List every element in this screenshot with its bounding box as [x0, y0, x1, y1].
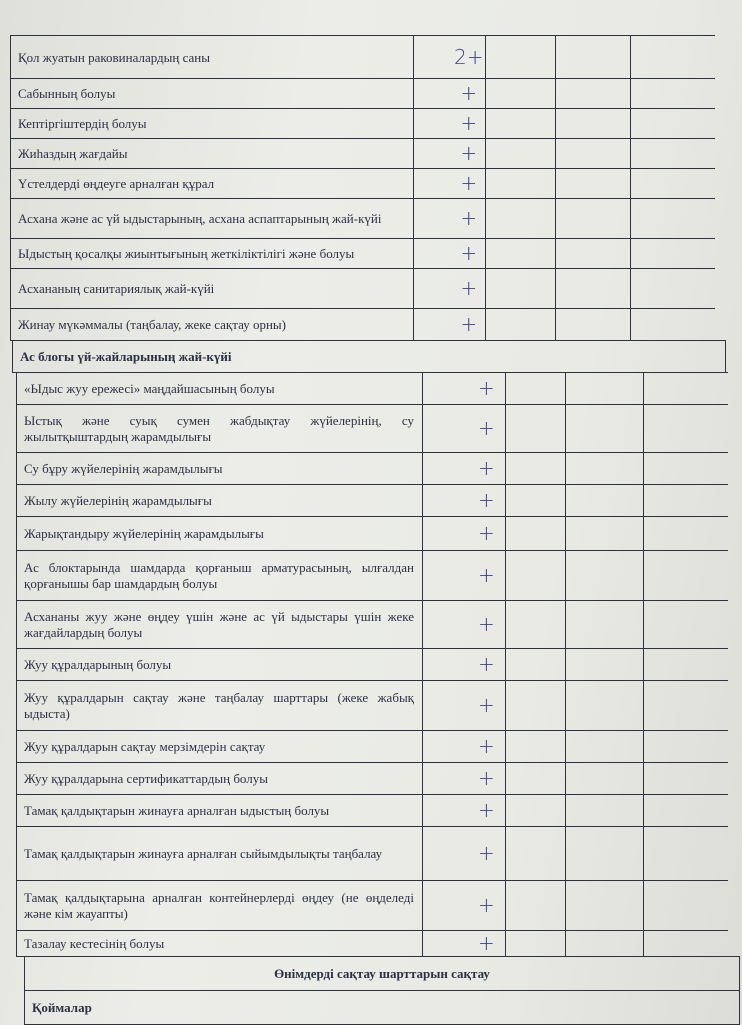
- table-rule: [10, 198, 715, 199]
- check-mark: +: [460, 312, 478, 336]
- check-cell: [630, 108, 715, 138]
- table-row: [0, 372, 742, 404]
- table-row: [0, 550, 742, 600]
- check-mark: +: [477, 693, 495, 717]
- criterion-label: Қол жуатын раковиналардың саны: [18, 49, 210, 65]
- check-cell: [485, 268, 555, 308]
- criterion-label: Жуу құралдарының болуы: [24, 657, 172, 672]
- check-cell: [565, 794, 643, 826]
- check-mark: +: [477, 652, 495, 676]
- check-cell: [505, 404, 565, 452]
- table-row: [0, 138, 742, 168]
- table-row: [0, 35, 742, 78]
- check-cell: [643, 826, 728, 880]
- check-cell: [630, 35, 715, 78]
- check-mark: +: [460, 241, 478, 265]
- criterion-label: Су бұру жүйелерінің жарамдылығы: [24, 461, 223, 476]
- section-heading: Қоймалар: [32, 1000, 92, 1015]
- table-rule: [12, 340, 726, 341]
- check-cell: [555, 268, 630, 308]
- criterion-label: Асхананың санитариялық жай-күйі: [18, 281, 215, 296]
- check-mark: +: [477, 456, 495, 480]
- table-row: [0, 930, 742, 956]
- check-cell: [565, 880, 643, 930]
- check-cell: [485, 308, 555, 340]
- criterion-label: Жарықтандыру жүйелерінің жарамдылығы: [24, 526, 264, 541]
- check-cell: [565, 550, 643, 600]
- criterion-label: Асхананы жуу және өңдеу үшін және ас үй ыдыстары үшін жеке жағдайлардың болуы: [24, 609, 414, 640]
- check-cell: [565, 452, 643, 484]
- check-cell: [485, 238, 555, 268]
- check-cell: [555, 108, 630, 138]
- table-rule: [24, 990, 740, 991]
- criterion-label: Асхана және ас үй ыдыстарының, асхана аспаптарының жай-күйі: [18, 211, 382, 226]
- criterion-label: Жинау мүкәммалы (таңбалау, жеке сақтау орны): [18, 317, 286, 332]
- table-row: [0, 198, 742, 238]
- check-cell: [565, 404, 643, 452]
- criterion-label: Тамақ қалдықтарын жинауға арналған ыдыстың болуы: [24, 803, 330, 818]
- table-rule: [10, 78, 715, 79]
- table-rule: [16, 600, 728, 601]
- check-cell: [505, 880, 565, 930]
- table-row: [0, 600, 742, 648]
- check-mark: +: [460, 141, 478, 165]
- section-heading: Өнімдерді сақтау шарттарын сақтау: [274, 966, 490, 981]
- table-rule: [10, 35, 715, 36]
- table-row: [0, 880, 742, 930]
- check-mark: +: [477, 893, 495, 917]
- table-rule: [16, 762, 728, 763]
- table-rule: [16, 372, 728, 373]
- criterion-label: Кептіргіштердің болуы: [18, 116, 147, 131]
- check-cell: [630, 168, 715, 198]
- table-rule: [10, 168, 715, 169]
- section-heading: Ас блогы үй-жайларының жай-күйі: [20, 349, 232, 364]
- check-cell: [505, 680, 565, 730]
- check-cell: [565, 680, 643, 730]
- table-rule: [10, 108, 715, 109]
- table-rule: [16, 484, 728, 485]
- table-row: [0, 168, 742, 198]
- criterion-label: «Ыдыс жуу ережесі» маңдайшасының болуы: [24, 381, 275, 396]
- check-cell: [505, 600, 565, 648]
- criterion-label: Үстелдерді өңдеуге арналған құрал: [18, 176, 215, 191]
- table-rule: [24, 956, 740, 957]
- check-mark: +: [477, 612, 495, 636]
- check-mark: +: [477, 563, 495, 587]
- check-cell: [630, 78, 715, 108]
- criterion-label: Жиһаздың жағдайы: [18, 146, 128, 161]
- check-cell: [643, 680, 728, 730]
- section-heading-row: [0, 956, 742, 990]
- check-mark: +: [477, 798, 495, 822]
- criterion-label: Тазалау кестесінің болуы: [24, 936, 165, 951]
- check-cell: [643, 648, 728, 680]
- check-cell: [485, 198, 555, 238]
- table-rule: [16, 516, 728, 517]
- check-cell: [555, 168, 630, 198]
- table-row: [0, 794, 742, 826]
- check-cell: [485, 138, 555, 168]
- table-rule: [16, 550, 728, 551]
- check-mark: +: [477, 841, 495, 865]
- criterion-label: Жуу құралдарын сақтау және таңбалау шарттары (жеке жабық ыдыста): [24, 690, 414, 721]
- check-mark: +: [477, 488, 495, 512]
- check-cell: [555, 35, 630, 78]
- table-rule: [16, 404, 728, 405]
- check-cell: [643, 600, 728, 648]
- table-row: [0, 238, 742, 268]
- check-mark: +: [477, 521, 495, 545]
- table-rule: [16, 680, 728, 681]
- check-mark: +: [477, 931, 495, 955]
- check-cell: [485, 108, 555, 138]
- table-row: [0, 516, 742, 550]
- check-cell: [643, 762, 728, 794]
- check-cell: [565, 762, 643, 794]
- check-cell: [505, 484, 565, 516]
- table-row: [0, 452, 742, 484]
- check-cell: [643, 404, 728, 452]
- check-cell: [643, 452, 728, 484]
- check-mark: +: [477, 416, 495, 440]
- check-cell: [505, 826, 565, 880]
- check-cell: [643, 550, 728, 600]
- criterion-label: Ас блоктарында шамдарда қорғаныш арматурасының, ылғалдан қорғанышы бар шамдардың болуы: [24, 560, 414, 591]
- criterion-label: Тамақ қалдықтарына арналған контейнерлерді өңдеу (не өңделеді және кім жауапты): [24, 890, 414, 921]
- check-cell: [565, 600, 643, 648]
- table-rule: [16, 930, 728, 931]
- check-mark: +: [460, 111, 478, 135]
- check-cell: [555, 138, 630, 168]
- check-cell: [555, 308, 630, 340]
- check-cell: [630, 238, 715, 268]
- table-row: [0, 730, 742, 762]
- table-rule: [10, 238, 715, 239]
- check-cell: [565, 516, 643, 550]
- section-heading-row: [0, 340, 742, 372]
- check-cell: [485, 78, 555, 108]
- check-cell: [565, 372, 643, 404]
- table-row: [0, 484, 742, 516]
- table-row: [0, 404, 742, 452]
- check-cell: [630, 308, 715, 340]
- table-row: [0, 826, 742, 880]
- check-cell: [643, 730, 728, 762]
- check-cell: [505, 452, 565, 484]
- check-cell: [643, 880, 728, 930]
- table-rule: [16, 794, 728, 795]
- table-rule: [16, 880, 728, 881]
- check-cell: [643, 372, 728, 404]
- check-cell: [643, 484, 728, 516]
- section-heading-row: [0, 990, 742, 1024]
- table-rule: [16, 452, 728, 453]
- check-mark: +: [477, 766, 495, 790]
- table-row: [0, 268, 742, 308]
- table-rule: [16, 730, 728, 731]
- check-mark: +: [477, 376, 495, 400]
- criterion-label: Жылу жүйелерінің жарамдылығы: [24, 493, 212, 508]
- table-row: [0, 308, 742, 340]
- check-cell: [630, 198, 715, 238]
- check-mark: +: [477, 734, 495, 758]
- check-cell: [555, 238, 630, 268]
- check-cell: [565, 930, 643, 956]
- check-mark: +: [460, 276, 478, 300]
- table-rule: [16, 826, 728, 827]
- table-rule: [10, 138, 715, 139]
- check-cell: [505, 648, 565, 680]
- check-cell: [555, 198, 630, 238]
- check-cell: [505, 930, 565, 956]
- check-cell: [505, 730, 565, 762]
- criterion-label: Ыстық және суық сумен жабдықтау жүйелерінің, су жылытқыштардың жарамдылығы: [24, 413, 414, 444]
- criterion-label: Ыдыстың қосалқы жиынтығының жеткіліктілігі және болуы: [18, 246, 355, 261]
- check-cell: [565, 730, 643, 762]
- check-cell: [505, 372, 565, 404]
- table-row: [0, 680, 742, 730]
- check-cell: [505, 794, 565, 826]
- check-cell: [643, 794, 728, 826]
- check-mark: +: [460, 171, 478, 195]
- check-cell: [505, 516, 565, 550]
- check-mark: 2+: [454, 44, 484, 69]
- check-cell: [565, 484, 643, 516]
- criterion-label: Сабынның болуы: [18, 86, 116, 101]
- table-row: [0, 78, 742, 108]
- check-cell: [565, 648, 643, 680]
- table-row: [0, 648, 742, 680]
- check-cell: [505, 550, 565, 600]
- check-cell: [505, 762, 565, 794]
- check-mark: +: [460, 206, 478, 230]
- check-cell: [485, 35, 555, 78]
- table-row: [0, 108, 742, 138]
- check-mark: +: [460, 81, 478, 105]
- criterion-label: Жуу құралдарына сертификаттардың болуы: [24, 771, 268, 786]
- table-rule: [16, 648, 728, 649]
- check-cell: [643, 930, 728, 956]
- criterion-label: Жуу құралдарын сақтау мерзімдерін сақтау: [24, 739, 266, 754]
- criterion-label: Тамақ қалдықтарын жинауға арналған сыйымдылықты таңбалау: [24, 846, 383, 861]
- check-cell: [643, 516, 728, 550]
- table-rule: [10, 308, 715, 309]
- check-cell: [485, 168, 555, 198]
- table-rule: [10, 268, 715, 269]
- check-cell: [630, 138, 715, 168]
- table-row: [0, 762, 742, 794]
- check-cell: [555, 78, 630, 108]
- check-cell: [630, 268, 715, 308]
- check-cell: [565, 826, 643, 880]
